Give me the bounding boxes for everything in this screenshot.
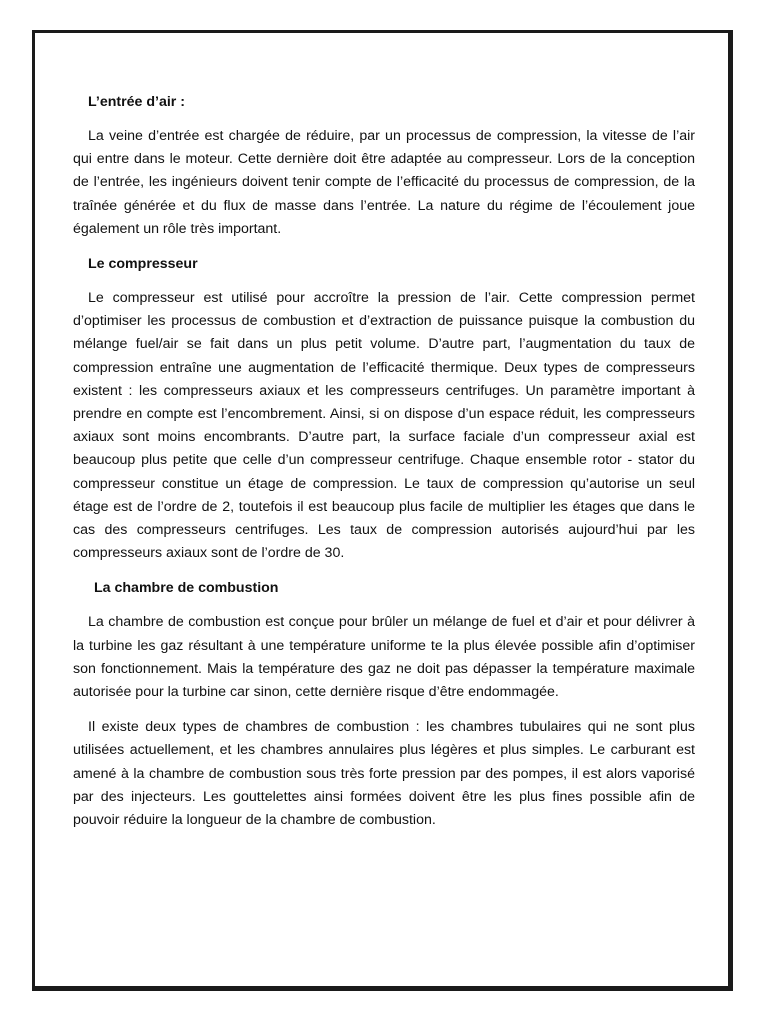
section-heading: La chambre de combustion	[94, 580, 279, 597]
section-heading: Le compresseur	[88, 256, 198, 273]
section-entree-air	[73, 91, 695, 241]
page-frame	[32, 30, 733, 991]
section-heading: L’entrée d’air :	[88, 94, 185, 110]
paragraph: Le compresseur est utilisé pour accroître la pression de l’air. Cette compression permet d’optimiser les processus de combustion et d’extraction de puissance puisque la combustion du mélange fuel/air se fait dans un plus petit volume. D’autre part, l’augmentation du taux de compression entraîne une augmentation de l’efficacité thermique. Deux types de compresseurs existent : les compresseurs axiaux et les compresseurs centrifuges. Un paramètre important à prendre en compte est l’encombrement. Ainsi, si on dispose d’un espace réduit, les compresseurs axiaux sont moins encombrants. D’autre part, la surface faciale d’un compresseur axial est beaucoup plus petite que celle d’un compresseur centrifuge. Chaque ensemble rotor - stator du compresseur constitue un étage de compression. Le taux de compression qu’autorise un seul étage est de l’ordre de 2, toutefois il est beaucoup plus facile de multiplier les étages que dans le cas des compresseurs centrifuges. Les taux de compression autorisés aujourd’hui par les compresseurs axiaux sont de l’ordre de 30.	[73, 290, 695, 562]
document-body	[73, 91, 695, 844]
paragraph: La veine d’entrée est chargée de réduire, par un processus de compression, la vitesse de l’air qui entre dans le moteur. Cette dernière doit être adaptée au compresseur. Lors de la conception de l’entrée, les ingénieurs doivent tenir compte de l’efficacité du processus de compression, de la traînée générée et du flux de masse dans l’entrée. La nature du régime de l’écoulement joue également un rôle très important.	[73, 128, 695, 237]
section-compresseur	[73, 253, 695, 565]
paragraph: Il existe deux types de chambres de combustion : les chambres tubulaires qui ne sont plus utilisées actuellement, et les chambres annulaires plus légères et plus simples. Le carburant est amené à la chambre de combustion sous très forte pression par des pompes, il est alors vaporisé par des injecteurs. Les gouttelettes ainsi formées doivent être les plus fines possible afin de pouvoir réduire la longueur de la chambre de combustion.	[73, 719, 695, 829]
section-chambre-combustion	[73, 577, 695, 832]
paragraph: La chambre de combustion est conçue pour brûler un mélange de fuel et d’air et pour délivrer à la turbine les gaz résultant à une température uniforme te la plus élevée possible afin d’optimiser son fonctionnement. Mais la température des gaz ne doit pas dépasser la température maximale autorisée pour la turbine car sinon, cette dernière risque d’être endommagée.	[73, 614, 695, 701]
